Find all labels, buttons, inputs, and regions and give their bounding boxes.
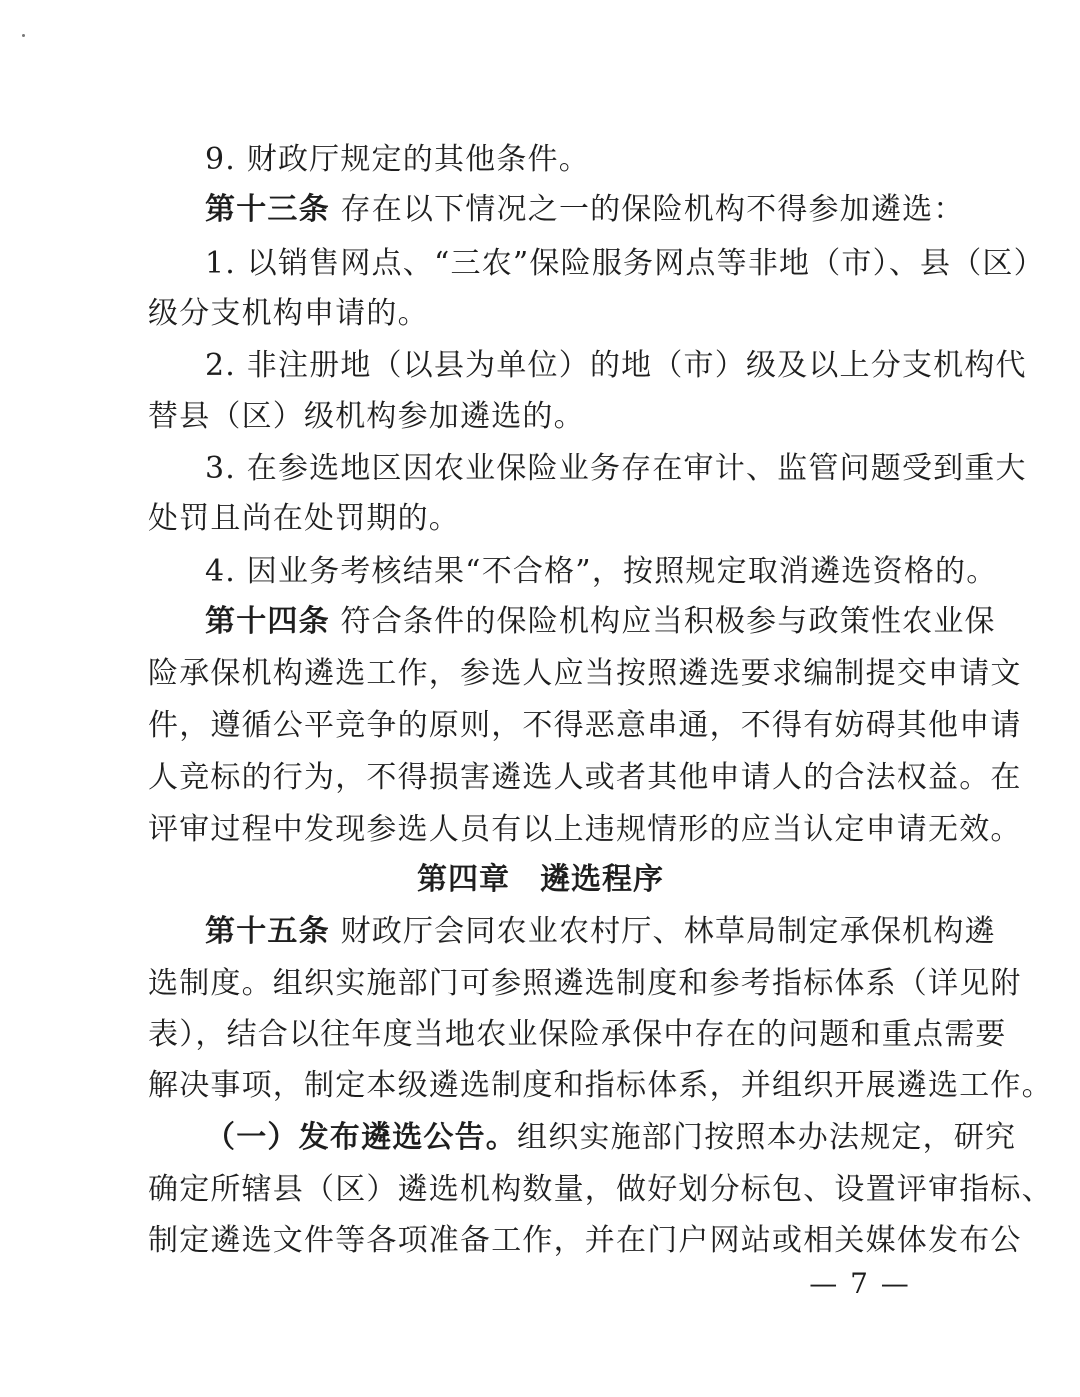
text-line: 1. 以销售网点、“三农”保险服务网点等非地（市）、县（区） — [205, 246, 1045, 281]
chapter-heading: 第四章 遴选程序 — [417, 862, 664, 897]
page-number: — 7 — — [809, 1267, 911, 1300]
text-line: 2. 非注册地（以县为单位）的地（市）级及以上分支机构代 — [205, 348, 1027, 383]
section-1-heading: （一）发布遴选公告。组织实施部门按照本办法规定，研究 — [205, 1120, 1017, 1155]
scan-speck — [22, 34, 25, 37]
article-14-heading: 第十四条 符合条件的保险机构应当积极参与政策性农业保 — [205, 604, 996, 639]
text-line: 选制度。组织实施部门可参照遴选制度和参考指标体系（详见附 — [148, 966, 1022, 1001]
text-line: 替县（区）级机构参加遴选的。 — [148, 399, 585, 434]
article-13-heading: 第十三条 存在以下情况之一的保险机构不得参加遴选： — [205, 192, 965, 227]
text-line: 人竞标的行为，不得损害遴选人或者其他申请人的合法权益。在 — [148, 760, 1022, 795]
text-line: 险承保机构遴选工作，参选人应当按照遴选要求编制提交申请文 — [148, 656, 1022, 691]
text-line: 件，遵循公平竞争的原则，不得恶意串通，不得有妨碍其他申请 — [148, 708, 1022, 743]
text-line: 9. 财政厅规定的其他条件。 — [205, 142, 590, 177]
text-line: 3. 在参选地区因农业保险业务存在审计、监管问题受到重大 — [205, 451, 1027, 486]
text-line: 解决事项，制定本级遴选制度和指标体系，并组织开展遴选工作。 — [148, 1068, 1053, 1103]
text-line: 表），结合以往年度当地农业保险承保中存在的问题和重点需要 — [148, 1017, 1007, 1052]
text-line: 4. 因业务考核结果“不合格”，按照规定取消遴选资格的。 — [205, 554, 998, 589]
article-15-heading: 第十五条 财政厅会同农业农村厅、林草局制定承保机构遴 — [205, 914, 996, 949]
text-line: 制定遴选文件等各项准备工作，并在门户网站或相关媒体发布公 — [148, 1223, 1022, 1258]
text-line: 处罚且尚在处罚期的。 — [148, 501, 460, 536]
text-line: 确定所辖县（区）遴选机构数量，做好划分标包、设置评审指标、 — [148, 1172, 1053, 1207]
text-line: 评审过程中发现参选人员有以上违规情形的应当认定申请无效。 — [148, 812, 1022, 847]
text-line: 级分支机构申请的。 — [148, 296, 429, 331]
